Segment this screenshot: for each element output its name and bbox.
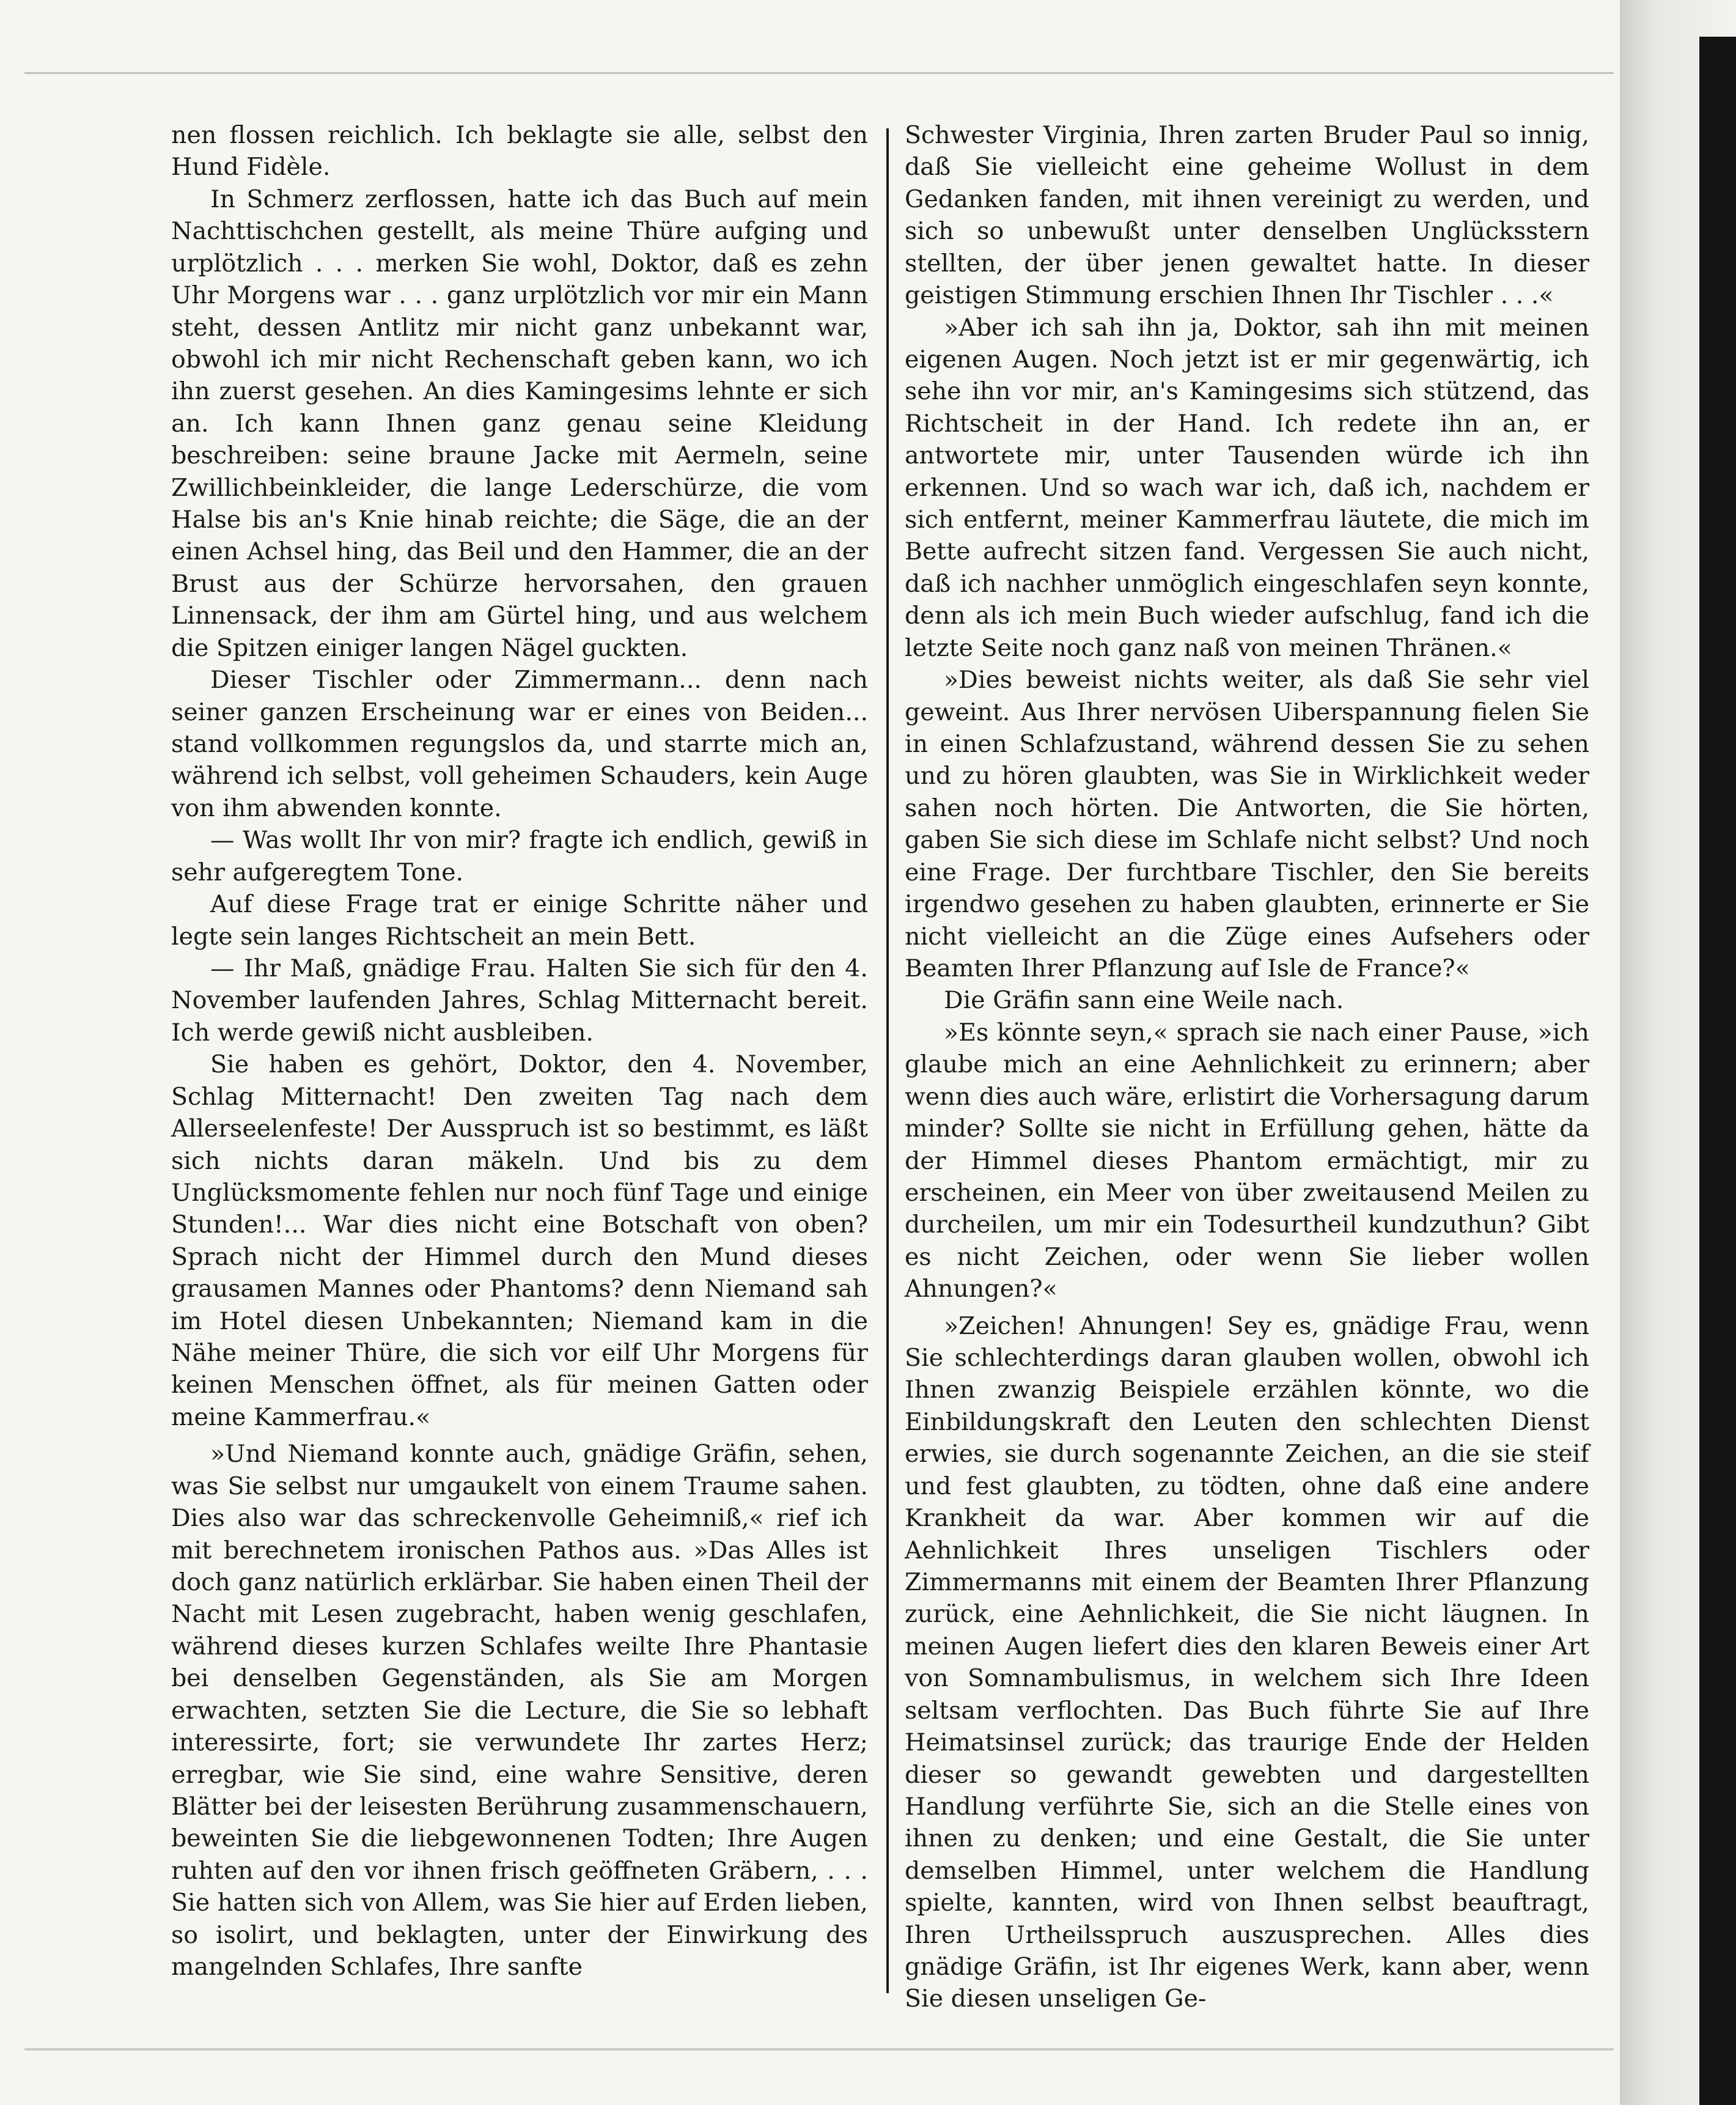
paragraph: In Schmerz zerflossen, hatte ich das Buch auf mein Nachttischchen gestellt, als meine Thüre aufging und urplötzlich . . . merken Sie wohl, Doktor, daß es zehn Uhr Morgens war . . . ganz urplötzlich vor mir ein Mann steht, dessen Antlitz mir nicht ganz unbekannt war, obwohl ich mir nicht Rechenschaft geben kann, wo ich ihn zuerst gesehen. An dies Kamingesims lehnte er sich an. Ich kann Ihnen ganz genau seine Kleidung beschreiben: seine braune Jacke mit Aermeln, seine Zwillichbeinkleider, die lange Lederschürze, die vom Halse bis an's Knie hinab reichte; die Säge, die an der einen Achsel hing, das Beil und den Hammer, die an der Brust aus der Schürze hervorsahen, den grauen Linnensack, der ihm am Gürtel hing, und aus welchem die Spitzen einiger langen Nägel guckten.: [171, 185, 868, 662]
paragraph: Die Gräfin sann eine Weile nach.: [944, 986, 1344, 1015]
top-page-edge: [24, 72, 1614, 74]
paragraph: »Aber ich sah ihn ja, Doktor, sah ihn mit meinen eigenen Augen. Noch jetzt ist er mir gegenwärtig, ich sehe ihn vor mir, an's Kamingesims sich stützend, das Richtscheit in der Hand. Ich redete ihn an, er antwortete mir, unter Tausenden würde ich ihn erkennen. Und so wach war ich, daß ich, nachdem er sich entfernt, meiner Kammerfrau läutete, die mich im Bette aufrecht sitzen fand. Vergessen Sie auch nicht, daß ich nachher unmöglich eingeschlafen seyn konnte, denn als ich mein Buch wieder aufschlug, fand ich die letzte Seite noch ganz naß von meinen Thränen.«: [905, 313, 1589, 662]
paragraph: Auf diese Frage trat er einige Schritte näher und legte sein langes Richtscheit an mein Bett.: [171, 890, 868, 951]
paragraph: Sie haben es gehört, Doktor, den 4. November, Schlag Mitternacht! Den zweiten Tag nach dem Allerseelenfeste! Der Ausspruch ist so bestimmt, es läßt sich nichts daran mäkeln. Und bis zu dem Unglücksmomente fehlen nur noch fünf Tage und einige Stunden!... War dies nicht eine Botschaft von oben? Sprach nicht der Himmel durch den Mund dieses grausamen Mannes oder Phantoms? denn Niemand sah im Hotel diesen Unbekannten; Niemand kam in die Nähe meiner Thüre, die sich vor eilf Uhr Morgens für keinen Menschen öffnet, als für meinen Gatten oder meine Kammerfrau.«: [171, 1050, 868, 1431]
paragraph: »Und Niemand konnte auch, gnädige Gräfin, sehen, was Sie selbst nur umgaukelt von einem Traume sahen. Dies also war das schreckenvolle Geheimniß,« rief ich mit berechnetem ironischen Pathos aus. »Das Alles ist doch ganz natürlich erklärbar. Sie haben einen Theil der Nacht mit Lesen zugebracht, haben wenig geschlafen, während dieses kurzen Schlafes weilte Ihre Phantasie bei denselben Gegenständen, als Sie am Morgen erwachten, setzten Sie die Lecture, die Sie so lebhaft interessirte, fort; sie verwundete Ihr zartes Herz; erregbar, wie Sie sind, eine wahre Sensitive, deren Blätter bei der leisesten Berührung zusammenschauern, beweinten Sie die liebgewonnenen Todten; Ihre Augen ruhten auf den vor ihnen frisch geöffneten Gräbern, . . . Sie hatten sich von Allem, was Sie hier auf Erden lieben, so isolirt, und beklagten, unter der Einwirkung des mangelnden Schlafes, Ihre sanfte: [171, 1440, 868, 1982]
paragraph: — Was wollt Ihr von mir? fragte ich endlich, gewiß in sehr aufgeregtem Tone.: [171, 826, 868, 887]
scan-border: [1699, 37, 1736, 2105]
left-text-column: [171, 119, 868, 1983]
paragraph: »Dies beweist nichts weiter, als daß Sie sehr viel geweint. Aus Ihrer nervösen Uiberspannung fielen Sie in einen Schlafzustand, während dessen Sie zu sehen und zu hören glaubten, was Sie in Wirklichkeit weder sahen noch hörten. Die Antworten, die Sie hörten, gaben Sie sich diese im Schlafe nicht selbst? Und noch eine Frage. Der furchtbare Tischler, den Sie bereits irgendwo gesehen zu haben glaubten, erinnerte er Sie nicht vielleicht an die Züge eines Aufsehers oder Beamten Ihrer Pflanzung auf Isle de France?«: [905, 666, 1589, 982]
column-divider: [886, 128, 889, 1993]
paragraph: »Es könnte seyn,« sprach sie nach einer Pause, »ich glaube mich an eine Aehnlichkeit zu erinnern; aber wenn dies auch wäre, erlistirt die Vorhersagung darum minder? Sollte sie nicht in Erfüllung gehen, hätte da der Himmel dieses Phantom ermächtigt, mir zu erscheinen, ein Meer von über zweitausend Meilen zu durcheilen, um mir ein Todesurtheil kundzuthun? Gibt es nicht Zeichen, oder wenn Sie lieber wollen Ahnungen?«: [905, 1018, 1589, 1303]
paragraph: Dieser Tischler oder Zimmermann... denn nach seiner ganzen Erscheinung war er eines von Beiden... stand vollkommen regungslos da, und starrte mich an, während ich selbst, voll geheimen Schauders, kein Auge von ihm abwenden konnte.: [171, 666, 868, 822]
paragraph: Schwester Virginia, Ihren zarten Bruder Paul so innig, daß Sie vielleicht eine geheime Wollust in dem Gedanken fanden, mit ihnen vereinigt zu werden, und sich so unbewußt unter denselben Unglücksstern stellten, der über jenen gewaltet hatte. In dieser geistigen Stimmung erschien Ihnen Ihr Tischler . . .«: [905, 121, 1589, 310]
paragraph: »Zeichen! Ahnungen! Sey es, gnädige Frau, wenn Sie schlechterdings daran glauben wollen, obwohl ich Ihnen zwanzig Beispiele erzählen könnte, wo die Einbildungskraft den Leuten den schlechten Dienst erwies, sie durch sogenannte Zeichen, an die sie steif und fest glaubten, zu tödten, ohne daß eine andere Krankheit da war. Aber kommen wir auf die Aehnlichkeit Ihres unseligen Tischlers oder Zimmermanns mit einem der Beamten Ihrer Pflanzung zurück, eine Aehnlichkeit, die Sie nicht läugnen. In meinen Augen liefert dies den klaren Beweis einer Art von Somnambulismus, in welchem sich Ihre Ideen seltsam verflochten. Das Buch führte Sie auf Ihre Heimatsinsel zurück; das traurige Ende der Helden dieser so gewandt gewebten und dargestellten Handlung verführte Sie, sich an die Stelle eines von ihnen zu denken; und eine Gestalt, die Sie unter demselben Himmel, unter welchem die Handlung spielte, kannten, wird von Ihnen selbst beauftragt, Ihren Urtheilsspruch auszusprechen. Alles dies gnädige Gräfin, ist Ihr eigenes Werk, kann aber, wenn Sie diesen unseligen Ge-: [905, 1311, 1589, 2013]
right-text-column: [905, 119, 1589, 2015]
bottom-page-edge: [24, 2048, 1614, 2051]
paragraph: — Ihr Maß, gnädige Frau. Halten Sie sich für den 4. November laufenden Jahres, Schlag Mitternacht bereit. Ich werde gewiß nicht ausbleiben.: [171, 954, 868, 1047]
paragraph: nen flossen reichlich. Ich beklagte sie alle, selbst den Hund Fidèle.: [171, 121, 868, 182]
